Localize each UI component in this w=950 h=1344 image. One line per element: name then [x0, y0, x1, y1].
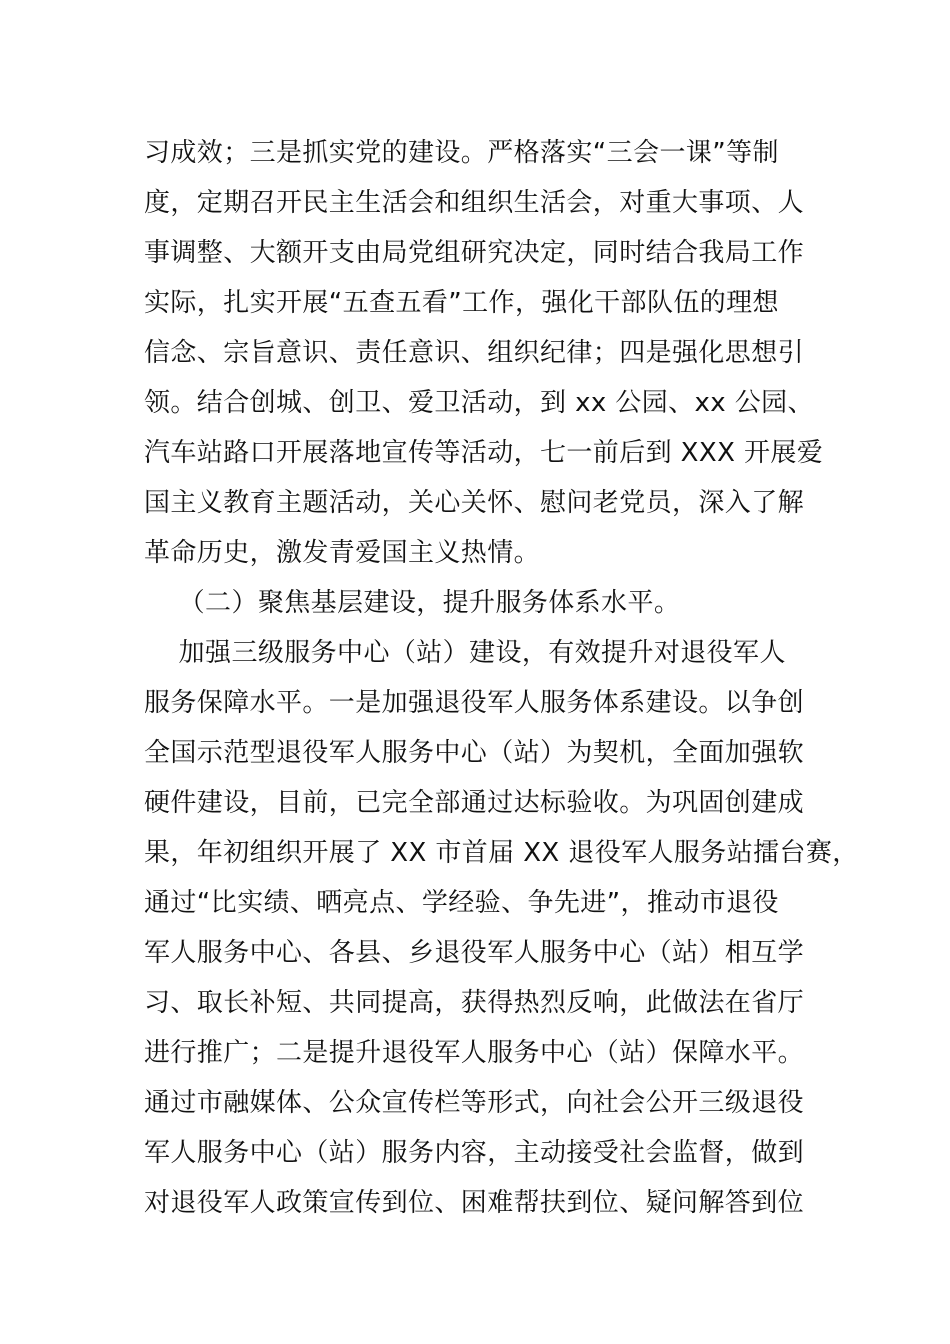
text-line: 度，定期召开民主生活会和组织生活会，对重大事项、人 — [144, 188, 805, 218]
text-line: 军人服务中心（站）服务内容，主动接受社会监督，做到 — [144, 1138, 805, 1168]
text-line: 军人服务中心、各县、乡退役军人服务中心（站）相互学 — [144, 938, 805, 968]
text-line: 对退役军人政策宣传到位、困难帮扶到位、疑问解答到位 — [144, 1188, 805, 1218]
text-line: 革命历史，激发青爱国主义热情。 — [144, 538, 541, 568]
text-line: 习成效；三是抓实党的建设。严格落实“三会一课”等制 — [144, 138, 779, 168]
text-line: 进行推广；二是提升退役军人服务中心（站）保障水平。 — [144, 1038, 805, 1068]
text-line: 习、取长补短、共同提高，获得热烈反响，此做法在省厅 — [144, 988, 805, 1018]
text-line: 全国示范型退役军人服务中心（站）为契机，全面加强软 — [144, 738, 805, 768]
text-line: 信念、宗旨意识、责任意识、组织纪律；四是强化思想引 — [144, 338, 805, 368]
text-line: 硬件建设，目前，已完全部通过达标验收。为巩固创建成 — [144, 788, 805, 818]
text-line: 通过市融媒体、公众宣传栏等形式，向社会公开三级退役 — [144, 1088, 805, 1118]
text-line: 加强三级服务中心（站）建设，有效提升对退役军人 — [144, 638, 786, 668]
text-line: 事调整、大额开支由局党组研究决定，同时结合我局工作 — [144, 238, 805, 268]
document-body — [144, 128, 859, 1228]
text-line: 通过“比实绩、晒亮点、学经验、争先进”，推动市退役 — [144, 888, 779, 918]
text-line: 领。结合创城、创卫、爱卫活动，到 xx 公园、xx 公园、 — [144, 388, 814, 418]
text-line: 汽车站路口开展落地宣传等活动，七一前后到 XXX 开展爱 — [144, 438, 824, 468]
text-line: 服务保障水平。一是加强退役军人服务体系建设。以争创 — [144, 688, 805, 718]
section-heading: （二）聚焦基层建设，提升服务体系水平。 — [144, 588, 681, 618]
text-line: 国主义教育主题活动，关心关怀、慰问老党员，深入了解 — [144, 488, 805, 518]
text-line: 果，年初组织开展了 XX 市首届 XX 退役军人服务站擂台赛， — [144, 838, 859, 868]
text-line: 实际，扎实开展“五查五看”工作，强化干部队伍的理想 — [144, 288, 779, 318]
